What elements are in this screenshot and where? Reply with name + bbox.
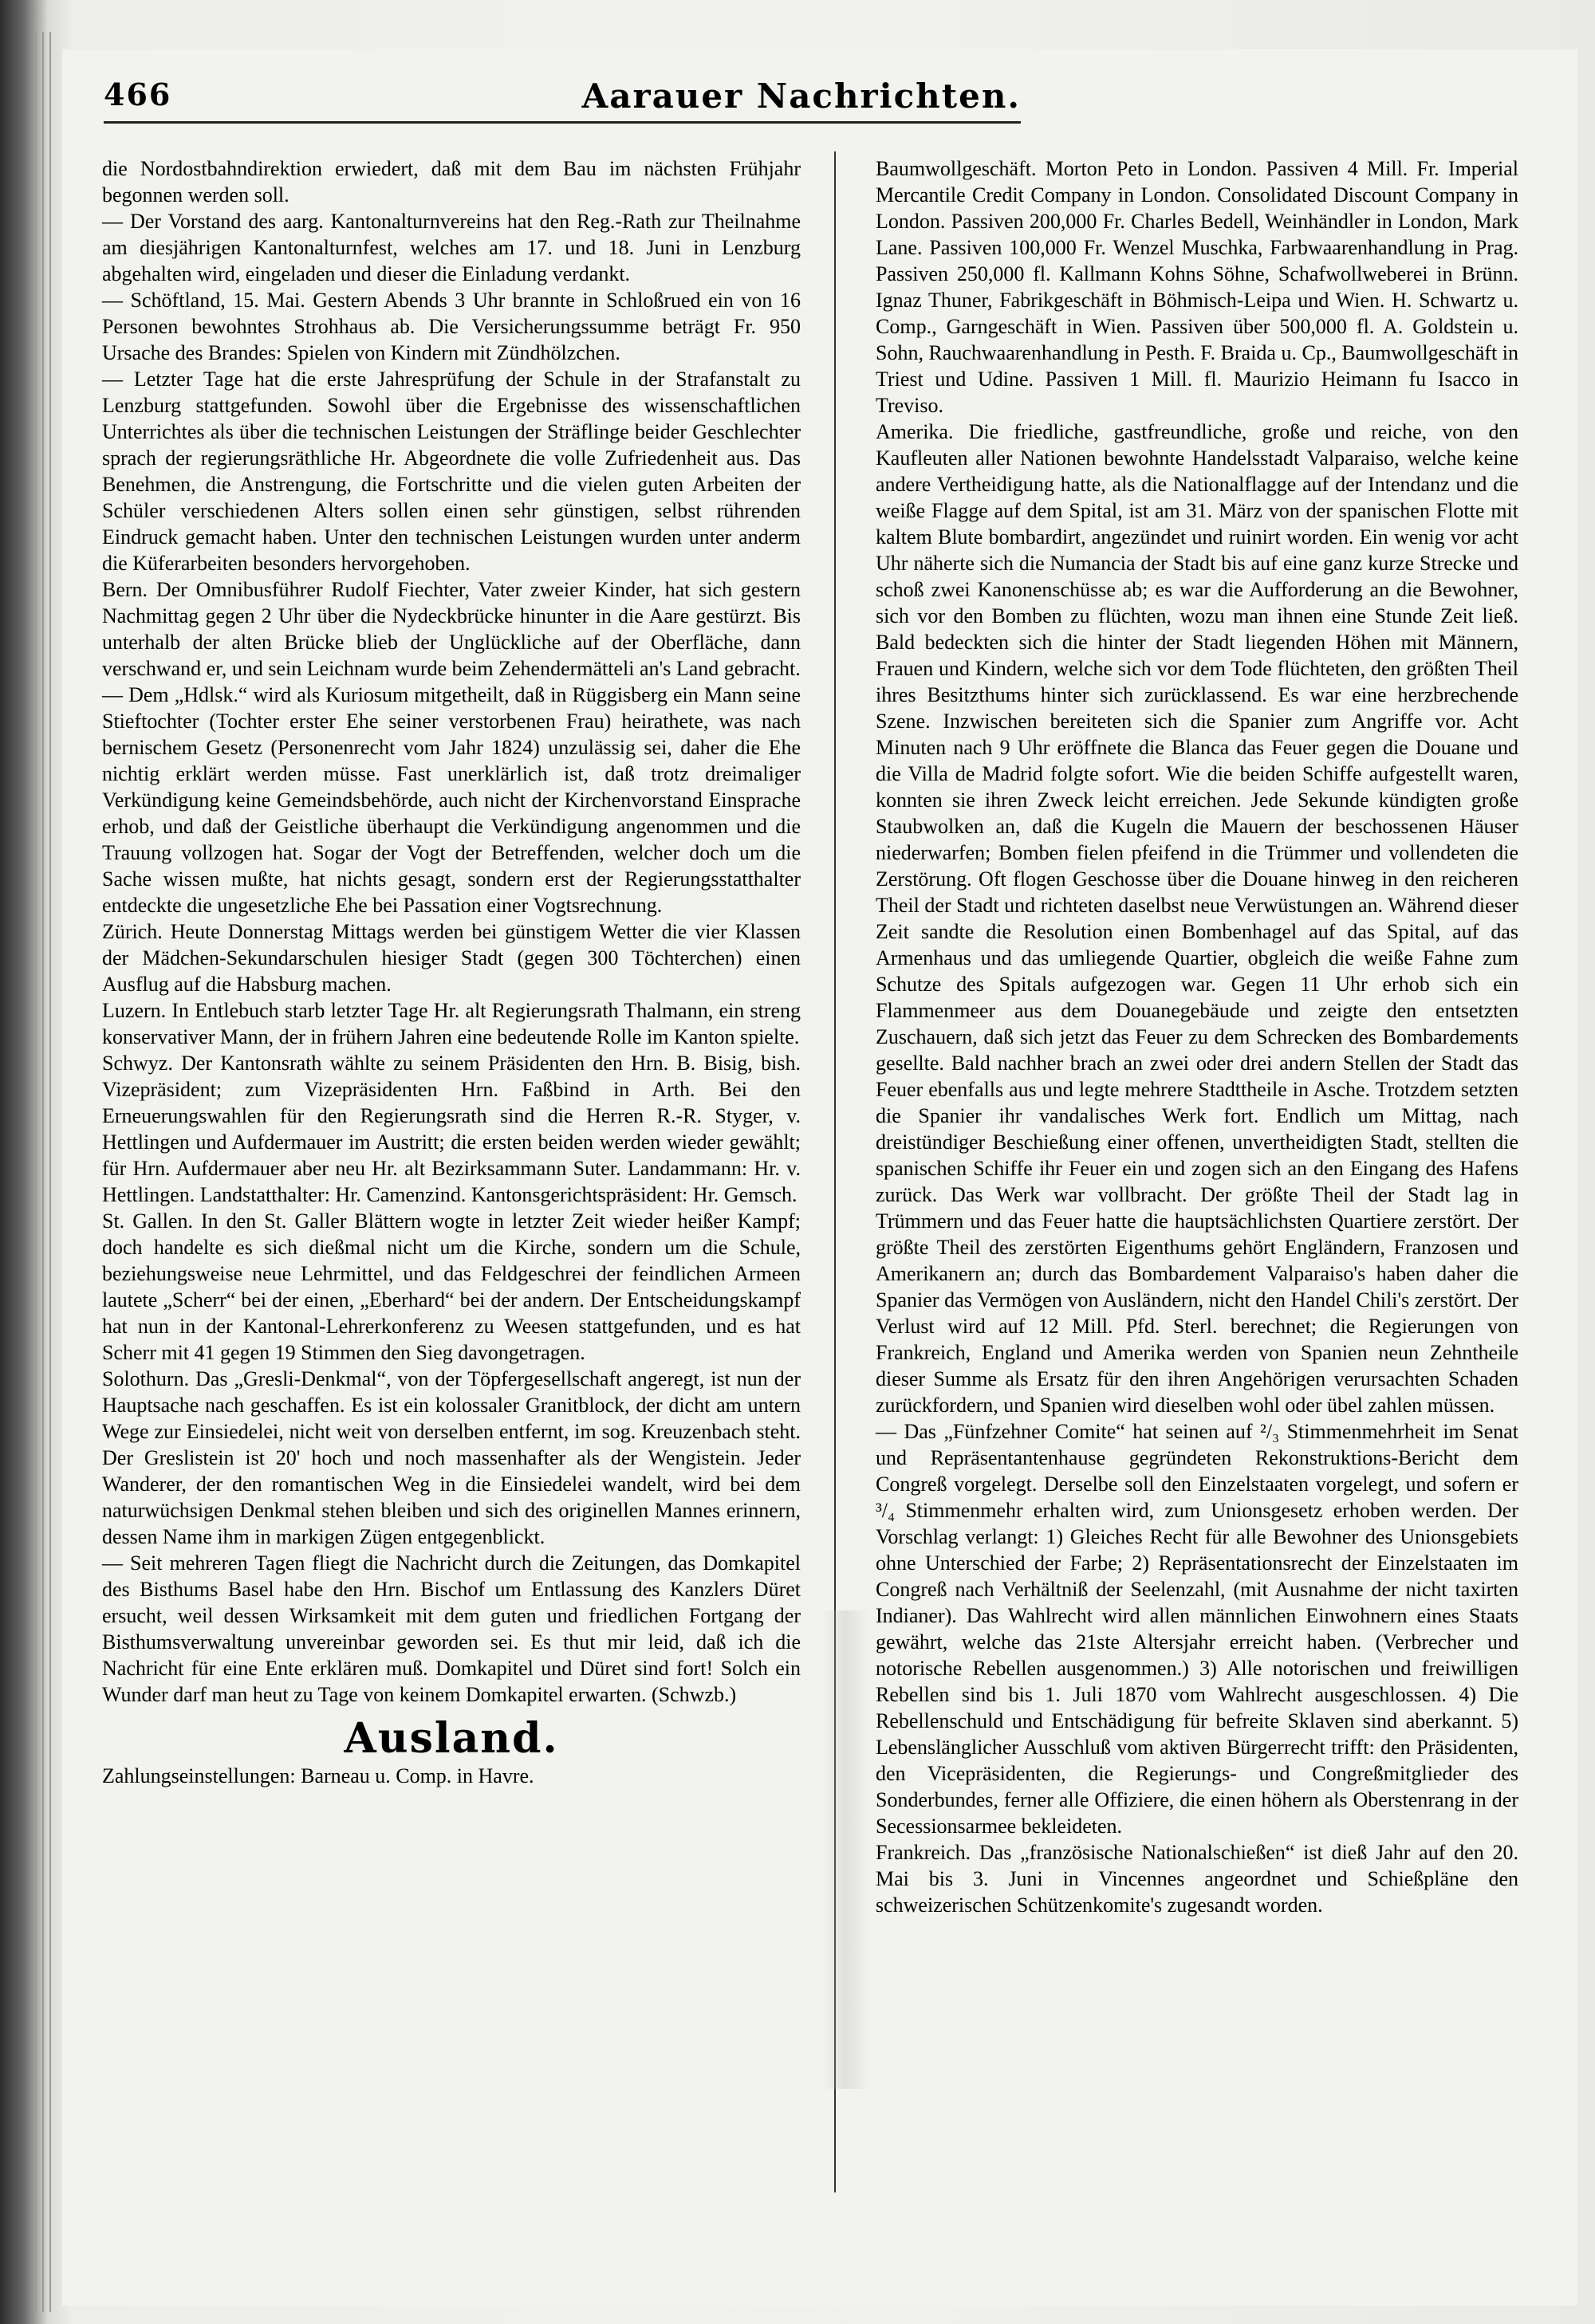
article-frankreich: Frankreich. Das „französische Nationalschießen“ ist dieß Jahr auf den 20. Mai bis 3. Juni in Vincennes angeordnet und Schießpläne den schweizerischen Schützenkomite's zugesandt worden.: [876, 1841, 1518, 1917]
ink-bleed-through: [821, 1610, 869, 2089]
article-rueggisberg: — Dem „Hdlsk.“ wird als Kuriosum mitgetheilt, daß in Rüggisberg ein Mann seine Stieftochter (Tochter erster Ehe seiner verstorbenen Frau) heirathete, was nach bernischem Gesetz (Personenrecht vom Jahr 1824) unzulässig sei, daher die Ehe nichtig erklärt werden müsse. Fast unerklärlich ist, daß trotz dreimaliger Verkündigung keine Gemeindsbehörde, auch nicht der Kirchenvorstand Einsprache erhob, und daß der Geistliche überhaupt die Verkündigung angenommen und die Trauung vollzogen hat. Sogar der Vogt der Betreffenden, welcher doch um die Sache wissen mußte, hat nichts gesagt, sondern erst der Regierungsstatthalter entdeckte die ungesetzliche Ehe bei Passation einer Vogtsrechnung.: [102, 683, 801, 917]
page-number: 466: [104, 77, 172, 112]
page-header: [104, 77, 1021, 123]
article-st-gallen: St. Gallen. In den St. Galler Blättern wogte in letzter Zeit wieder heißer Kampf; doch handelte es sich dießmal nicht um die Kirche, sondern um die Schule, beziehungsweise neue Lehrmittel, und das Feldgeschrei der feindlichen Armeen lautete „Scherr“ bei der einen, „Eberhard“ bei der andern. Der Entscheidungskampf hat nun in der Kantonal-Lehrerkonferenz zu Weesen stattgefunden, und es hat Scherr mit 41 gegen 19 Stimmen den Sieg davongetragen.: [102, 1209, 801, 1364]
article-schoeftland: — Schöftland, 15. Mai. Gestern Abends 3 Uhr brannte in Schloßrued ein von 16 Personen bewohntes Strohhaus ab. Die Versicherungssumme beträgt Fr. 950 Ursache des Brandes: Spielen von Kindern mit Zündhölzchen.: [102, 289, 801, 364]
article-fuenfzehner-comite: — Das „Fünfzehner Comite“ hat seinen auf ²/₃ Stimmenmehrheit im Senat und Repräsentantenhause gegründeten Rekonstruktions-Bericht dem Congreß vorgelegt. Derselbe soll den Einzelstaaten vorgelegt, und sofern er ³/₄ Stimmenmehr erhalten wird, zum Unionsgesetz erhoben werden. Der Vorschlag verlangt: 1) Gleiches Recht für alle Bewohner des Unionsgebiets ohne Unterschied der Farbe; 2) Repräsentationsrecht der Einzelstaaten im Congreß nach Verhältniß der Seelenzahl, (mit Ausnahme der nicht taxirten Indianer). Das Wahlrecht wird allen männlichen Einwohnern eines Staats gewährt, welche das 21ste Altersjahr erreicht haben. (Verbrecher und notorische Rebellen ausgenommen.) 3) Alle notorischen und freiwilligen Rebellen sind bis 1. Juli 1870 vom Wahlrecht ausgeschlossen. 4) Die Rebellenschuld und Entschädigung für befreite Sklaven sind aberkannt. 5) Lebenslänglicher Ausschluß vom aktiven Bürgerrecht trifft: den Präsidenten, den Vicepräsidenten, die Regierungs- und Congreßmitglieder des Sonderbundes, ferner alle Offiziere, die einen höhern als Oberstenrang in der Secessionsarmee bekleideten.: [876, 1420, 1518, 1838]
article-domkapitel: — Seit mehreren Tagen fliegt die Nachricht durch die Zeitungen, das Domkapitel des Bisthums Basel habe den Hrn. Bischof um Entlassung des Kanzlers Düret ersucht, weil dessen Wirksamkeit mit dem guten und friedlichen Fortgang der Bisthumsverwaltung unvereinbar geworden sei. Es thut mir leid, daß ich die Nachricht für eine Ente erklären muß. Domkapitel und Düret sind fort! Solch ein Wunder darf man heut zu Tage von keinem Domkapitel erwarten. (Schwzb.): [102, 1551, 801, 1706]
article-solothurn: Solothurn. Das „Gresli-Denkmal“, von der Töpfergesellschaft angeregt, ist nun der Hauptsache nach geschaffen. Es ist ein kolossaler Granitblock, der dicht am untern Wege zur Einsiedelei, nicht weit von derselben entfernt, im sog. Kreuzenbach steht. Der Greslistein ist 20' hoch und noch massenhafter als der Wengistein. Jeder Wanderer, der den romantischen Weg in die Einsiedelei wandelt, wird bei dem naturwüchsigen Denkmal stehen bleiben und sich des originellen Mannes erinnern, dessen Name ihm in markigen Zügen entgegenblickt.: [102, 1367, 801, 1548]
article-luzern: Luzern. In Entlebuch starb letzter Tage Hr. alt Regierungsrath Thalmann, ein streng konservativer Mann, der in frühern Jahren eine bedeutende Rolle im Kanton spielte.: [102, 999, 801, 1048]
right-column: [876, 155, 1518, 1918]
article-nordostbahn: die Nordostbahndirektion erwiedert, daß mit dem Bau im nächsten Frühjahr begonnen werden soll.: [102, 157, 801, 206]
left-column: [102, 155, 801, 1789]
article-zahlungseinstellungen-cont: Baumwollgeschäft. Morton Peto in London. Passiven 4 Mill. Fr. Imperial Mercantile Credit Company in London. Consolidated Discount Company in London. Passiven 200,000 Fr. Charles Bedell, Weinhändler in London, Mark Lane. Passiven 100,000 Fr. Wenzel Muschka, Farbwaarenhandlung in Prag. Passiven 250,000 fl. Kallmann Kohns Söhne, Schafwollweberei in Brünn. Ignaz Thuner, Fabrikgeschäft in Böhmisch-Leipa und Wien. H. Schwartz u. Comp., Garngeschäft in Wien. Passiven über 500,000 fl. A. Goldstein u. Sohn, Rauchwaarenhandlung in Pesth. F. Braida u. Cp., Baumwollgeschäft in Triest und Udine. Passiven 1 Mill. fl. Maurizio Heimann fu Isacco in Treviso.: [876, 157, 1518, 417]
article-zuerich: Zürich. Heute Donnerstag Mittags werden bei günstigem Wetter die vier Klassen der Mädchen-Sekundarschulen hiesiger Stadt (gegen 300 Töchterchen) einen Ausflug auf die Habsburg machen.: [102, 920, 801, 996]
section-heading-ausland: Ausland.: [344, 1714, 559, 1763]
article-bern: Bern. Der Omnibusführer Rudolf Fiechter, Vater zweier Kinder, hat sich gestern Nachmittag gegen 2 Uhr über die Nydeckbrücke hinunter in die Aare gestürzt. Bis unterhalb der alten Brücke blieb der Unglückliche auf der Oberfläche, dann verschwand er, und sein Leichnam wurde beim Zehendermätteli an's Land gebracht.: [102, 578, 801, 680]
article-kantonalturnverein: — Der Vorstand des aarg. Kantonalturnvereins hat den Reg.-Rath zur Theilnahme am diesjährigen Kantonalturnfest, welches am 17. und 18. Juni in Lenzburg abgehalten wird, eingeladen und dieser die Einladung verdankt.: [102, 210, 801, 285]
paper-title: Aarauer Nachrichten.: [581, 77, 1021, 116]
article-strafanstalt: — Letzter Tage hat die erste Jahresprüfung der Schule in der Strafanstalt zu Lenzburg stattgefunden. Sowohl über die Ergebnisse des wissenschaftlichen Unterrichtes als über die technischen Leistungen der Sträflinge beider Geschlechter sprach der regierungsräthliche Hr. Abgeordnete die volle Zufriedenheit aus. Das Benehmen, die Anstrengung, die Fortschritte und die vielen guten Arbeiten der Schüler verschiedenen Alters sollen einen sehr günstigen, selbst rührenden Eindruck gemacht haben. Unter den technischen Leistungen wurden unter anderm die Küferarbeiten besonders hervorgehoben.: [102, 368, 801, 575]
page-stack-edges: [35, 32, 57, 2312]
article-schwyz: Schwyz. Der Kantonsrath wählte zu seinem Präsidenten den Hrn. B. Bisig, bish. Vizepräsident; zum Vizepräsidenten Hrn. Faßbind in Arth. Bei den Erneuerungswahlen für den Regierungsrath sind die Herren R.-R. Styger, v. Hettlingen und Aufdermauer im Austritt; die ersten beiden werden wieder gewählt; für Hrn. Aufdermauer aber neu Hr. alt Bezirksammann Suter. Landammann: Hr. v. Hettlingen. Landstatthalter: Hr. Camenzind. Kantonsgerichtspräsident: Hr. Gemsch.: [102, 1052, 801, 1206]
article-amerika: Amerika. Die friedliche, gastfreundliche, große und reiche, von den Kaufleuten aller Nationen bewohnte Handelsstadt Valparaiso, welche keine andere Vertheidigung hatte, als die Nationalflagge auf der Intendanz und die weiße Flagge auf dem Spital, ist am 31. März von der spanischen Flotte mit kaltem Blute bombardirt, angezündet und ruinirt worden. Ein wenig vor acht Uhr näherte sich die Numancia der Stadt bis auf eine ganz kurze Strecke und schoß zwei Kanonenschüsse ab; es war die Aufforderung an die Bewohner, sich vor den Bomben zu flüchten, wozu man ihnen eine Stunde Zeit ließ. Bald bedeckten sich die hinter der Stadt liegenden Höhen mit Männern, Frauen und Kindern, welche sich vor dem Tode flüchteten, den größten Theil ihres Besitzthums hinter sich zurücklassend. Es war eine herzbrechende Szene. Inzwischen bereiteten sich die Spanier zum Angriffe vor. Acht Minuten nach 9 Uhr eröffnete die Blanca das Feuer gegen die Douane und die Villa de Madrid folgte sofort. Wie die beiden Schiffe aufgestellt waren, konnten sie ihren Zweck leicht erreichen. Jede Sekunde kündigten große Staubwolken an, daß die Kugeln die Mauern der beschossenen Häuser niederwarfen; Bomben fielen pfeifend in die Trümmer und vollendeten die Zerstörung. Oft flogen Geschosse über die Douane hinweg in den reicheren Theil der Stadt und richteten daselbst neue Verwüstungen an. Während dieser Zeit sandte die Resolution einen Bombenhagel auf das Spital, auf das Armenhaus und das umliegende Quartier, obgleich die weiße Fahne zum Schutze des Spitals aufgezogen war. Gegen 11 Uhr erhob sich ein Flammenmeer aus dem Douanegebäude und zeigte den entsetzten Zuschauern, daß sich jetzt das Feuer zu dem Schrecken des Bombardements gesellte. Bald nachher brach an zwei oder drei andern Stellen der Stadt das Feuer ebenfalls aus und legte mehrere Stadttheile in Asche. Trotzdem setzten die Spanier ihr vandalisches Werk fort. Endlich um Mittag, nach dreistündiger Beschießung einer offenen, unvertheidigten Stadt, stellten die spanischen Schiffe ihr Feuer ein und zogen sich an den Eingang des Hafens zurück. Das Werk war vollbracht. Der größte Theil der Stadt lag in Trümmern und das Feuer hatte die hauptsächlichsten Quartiere zerstört. Der größte Theil des zerstörten Eigenthums gehört Engländern, Franzosen und Amerikanern an; durch das Bombardement Valparaiso's haben daher die Spanier das Vermögen von Ausländern, nicht den Handel Chili's zerstört. Der Verlust wird auf 12 Mill. Pfd. Sterl. berechnet; die Regierungen von Frankreich, England und Amerika werden von Spanien neun Zehntheile dieser Summe als Ersatz für den ihren Angehörigen verursachten Schaden zurückfordern, und Spanien wird dieselben wohl oder übel zahlen müssen.: [876, 420, 1518, 1417]
header-rule: [104, 121, 1021, 124]
ausland-intro: Zahlungseinstellungen: Barneau u. Comp. in Havre.: [102, 1764, 534, 1787]
